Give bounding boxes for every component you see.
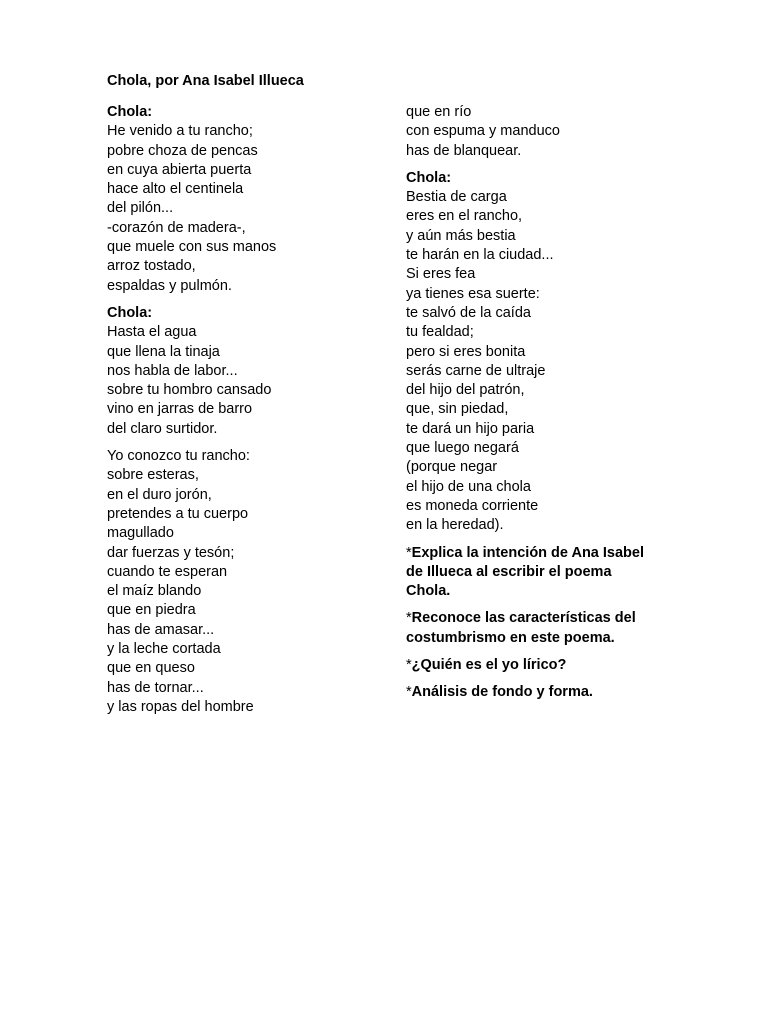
poem-line: pretendes a tu cuerpo xyxy=(107,505,249,522)
stanza-heading: Chola: xyxy=(406,169,452,186)
poem-stanza xyxy=(107,304,387,439)
poem-line: (porque negar xyxy=(406,459,498,476)
document-title: Chola, por Ana Isabel Illueca xyxy=(107,73,304,89)
poem-stanza xyxy=(406,103,676,161)
poem-line: te dará un hijo paria xyxy=(406,420,535,437)
poem-line: el maíz blando xyxy=(107,583,202,600)
poem-line: eres en el rancho, xyxy=(406,208,523,225)
poem-line: y las ropas del hombre xyxy=(107,698,254,715)
poem-line: hace alto el centinela xyxy=(107,181,244,198)
poem-line: vino en jarras de barro xyxy=(107,401,253,418)
poem-line: Yo conozco tu rancho: xyxy=(107,448,250,465)
poem-line: dar fuerzas y tesón; xyxy=(107,544,235,561)
poem-line: has de blanquear. xyxy=(406,142,522,159)
question-line xyxy=(406,609,676,628)
question-line xyxy=(406,629,676,648)
question-text: Reconoce las características del xyxy=(411,610,636,627)
question-bullet: * xyxy=(406,657,412,674)
poem-line: del claro surtidor. xyxy=(107,420,218,437)
right-column xyxy=(406,103,676,711)
question-item xyxy=(406,544,676,602)
poem-line: pobre choza de pencas xyxy=(107,142,258,159)
question-bullet: * xyxy=(406,544,412,561)
poem-line: arroz tostado, xyxy=(107,258,196,275)
question-line xyxy=(406,544,676,563)
poem-line: Bestia de carga xyxy=(406,189,507,206)
poem-line: espaldas y pulmón. xyxy=(107,277,232,294)
question-text: Chola. xyxy=(406,583,451,600)
poem-line: que en piedra xyxy=(107,602,196,619)
question-item xyxy=(406,609,676,648)
question-line xyxy=(406,656,676,675)
poem-line: y aún más bestia xyxy=(406,227,516,244)
question-text: Explica la intención de Ana Isabel xyxy=(411,544,644,561)
poem-line: que en queso xyxy=(107,660,195,677)
poem-line: que en río xyxy=(406,104,472,120)
poem-line: te harán en la ciudad... xyxy=(406,247,554,264)
poem-line: el hijo de una chola xyxy=(406,478,531,495)
poem-stanza xyxy=(406,169,676,536)
question-text: de Illueca al escribir el poema xyxy=(406,563,612,580)
stanza-heading: Chola: xyxy=(107,104,153,120)
poem-line: en cuya abierta puerta xyxy=(107,161,252,178)
poem-line: Si eres fea xyxy=(406,266,476,283)
poem-line: que luego negará xyxy=(406,440,519,457)
poem-line: sobre tu hombro cansado xyxy=(107,382,272,399)
poem-line: y la leche cortada xyxy=(107,641,221,658)
poem-line: -corazón de madera-, xyxy=(107,219,246,236)
poem-line: que llena la tinaja xyxy=(107,343,220,360)
poem-line: sobre esteras, xyxy=(107,467,199,484)
poem-stanza xyxy=(107,447,387,717)
poem-line: en la heredad). xyxy=(406,517,504,534)
poem-line: ya tienes esa suerte: xyxy=(406,285,540,302)
poem-line: serás carne de ultraje xyxy=(406,362,546,379)
poem-line: has de tornar... xyxy=(107,679,204,696)
poem-line: cuando te esperan xyxy=(107,563,228,580)
poem-line: He venido a tu rancho; xyxy=(107,123,253,140)
poem-line: con espuma y manduco xyxy=(406,123,560,140)
poem-line: nos habla de labor... xyxy=(107,362,238,379)
question-line xyxy=(406,683,676,702)
question-text: Análisis de fondo y forma. xyxy=(411,684,593,701)
poem-line: pero si eres bonita xyxy=(406,343,526,360)
poem-line: te salvó de la caída xyxy=(406,304,531,321)
question-item xyxy=(406,656,676,675)
poem-line: del pilón... xyxy=(107,200,174,217)
poem-line: es moneda corriente xyxy=(406,497,539,514)
poem-line: Hasta el agua xyxy=(107,324,197,341)
question-item xyxy=(406,683,676,702)
stanza-heading: Chola: xyxy=(107,304,153,321)
left-column xyxy=(107,103,387,725)
poem-line: has de amasar... xyxy=(107,621,215,638)
question-bullet: * xyxy=(406,684,412,701)
question-text: costumbrismo en este poema. xyxy=(406,629,615,646)
poem-line: en el duro jorón, xyxy=(107,486,212,503)
poem-line: que muele con sus manos xyxy=(107,239,277,256)
poem-line: tu fealdad; xyxy=(406,324,474,341)
question-bullet: * xyxy=(406,610,412,627)
question-text: ¿Quién es el yo lírico? xyxy=(411,657,567,674)
poem-line: del hijo del patrón, xyxy=(406,382,525,399)
question-line xyxy=(406,563,676,582)
poem-stanza xyxy=(107,103,387,296)
question-line xyxy=(406,582,676,601)
poem-line: que, sin piedad, xyxy=(406,401,509,418)
poem-line: magullado xyxy=(107,525,174,542)
